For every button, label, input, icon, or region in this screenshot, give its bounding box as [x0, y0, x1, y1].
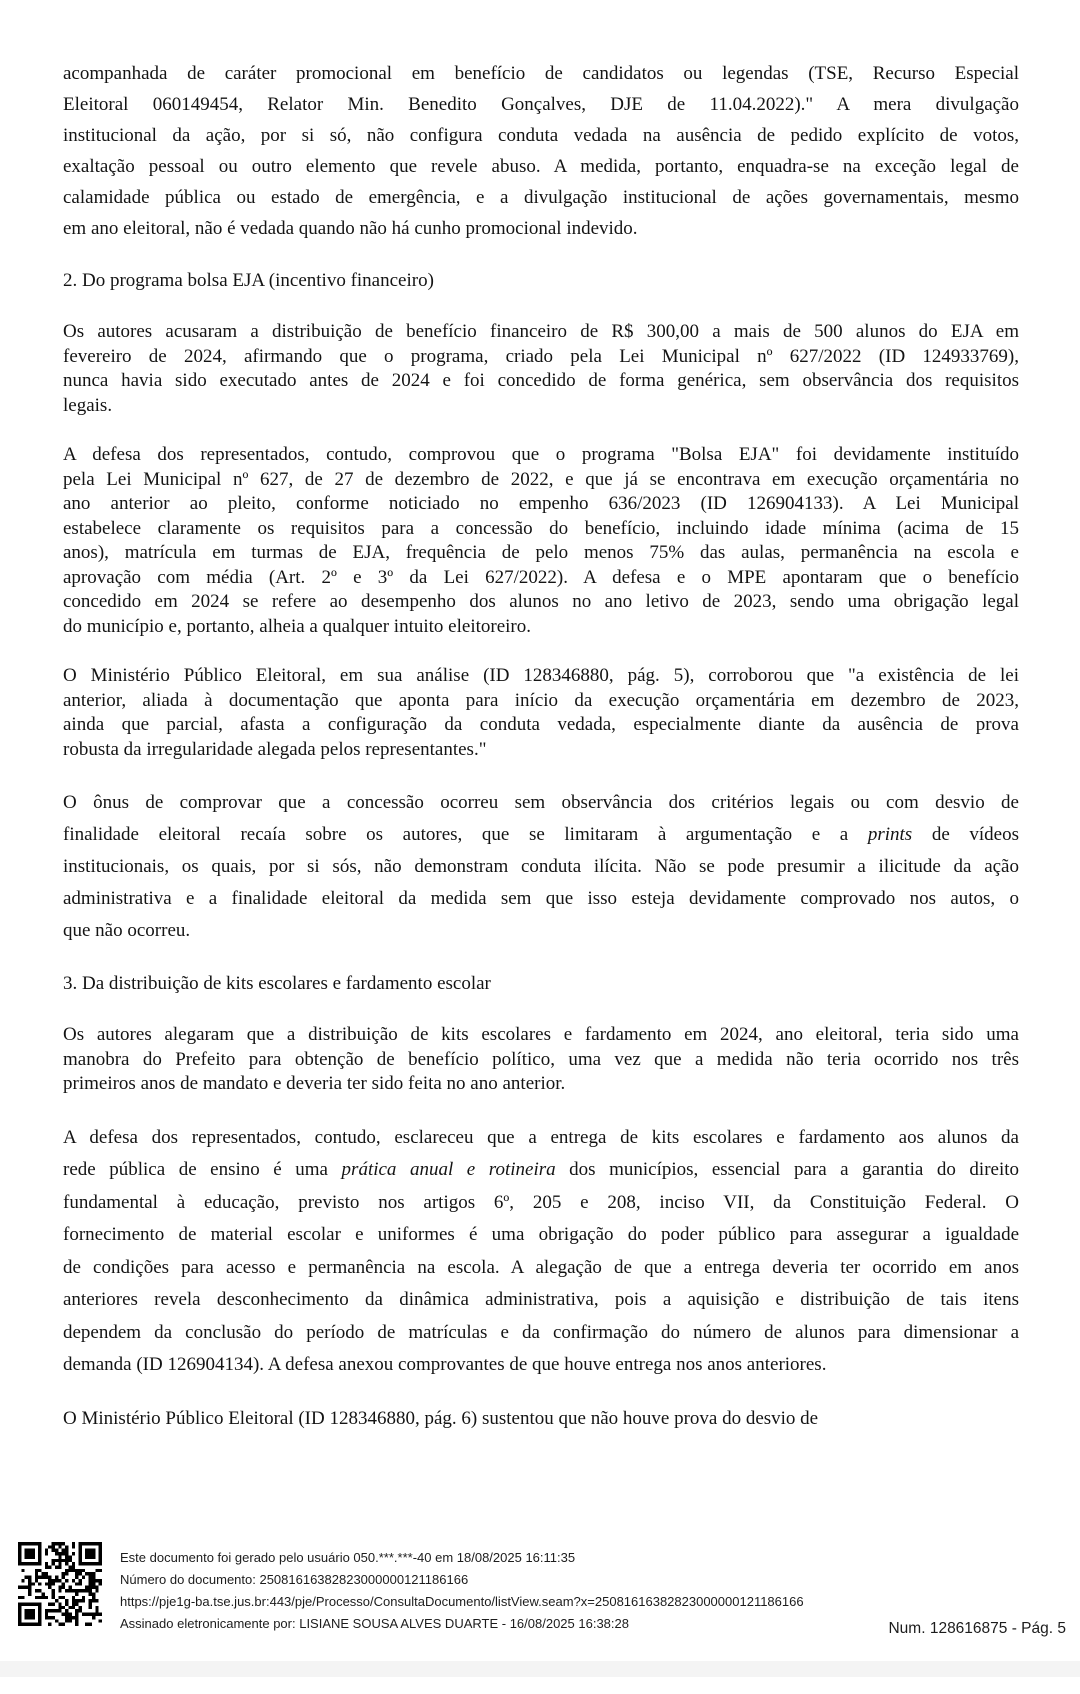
- text-line: acompanhada de caráter promocional em benefício de candidatos ou legendas (TSE, Recurso Especial: [63, 63, 1019, 84]
- text-line: rede pública de ensino é uma prática anual e rotineira dos municípios, essencial para a garantia do direito: [63, 1159, 1020, 1180]
- page-number-label: Num. 128616875 - Pág. 5: [888, 1620, 1066, 1637]
- text-line: institucional da ação, por si só, não configura conduta vedada na ausência de pedido explícito de votos,: [63, 125, 1019, 146]
- text-line: exaltação pessoal ou outro elemento que revele abuso. A medida, portanto, enquadra-se na exceção legal de: [63, 156, 1019, 177]
- page-break-divider: [0, 1661, 1080, 1677]
- text-line: O Ministério Público Eleitoral (ID 128346880, pág. 6) sustentou que não houve prova do desvio de: [63, 1407, 819, 1429]
- footer-generated-by: Este documento foi gerado pelo usuário 050.***.***-40 em 18/08/2025 16:11:35: [120, 1550, 576, 1565]
- text-line: ainda que parcial, afasta a configuração da conduta vedada, especialmente diante da ausência de prova: [63, 714, 1019, 735]
- text-line: que não ocorreu.: [63, 920, 191, 941]
- text-line: robusta da irregularidade alegada pelos representantes.": [63, 738, 487, 760]
- text-line: do município e, portanto, alheia a qualquer intuito eleitoreiro.: [63, 615, 531, 637]
- section-heading-2: 2. Do programa bolsa EJA (incentivo financeiro): [63, 270, 434, 291]
- text-line: em ano eleitoral, não é vedada quando não há cunho promocional indevido.: [63, 218, 638, 239]
- section-heading-3: 3. Da distribuição de kits escolares e fardamento escolar: [63, 973, 491, 994]
- paragraph: [63, 664, 1019, 762]
- paragraph: [63, 787, 1019, 947]
- text-line: primeiros anos de mandato e deveria ter sido feita no ano anterior.: [63, 1073, 566, 1094]
- document-footer: [120, 1547, 804, 1635]
- text-line: concedido em 2024 se refere ao desempenho dos alunos no ano letivo de 2023, sendo uma obrigação legal: [63, 591, 1019, 612]
- text-line: aprovação com média (Art. 2º e 3º da Lei 627/2022). A defesa e o MPE apontaram que o benefício: [63, 566, 1019, 588]
- text-line: institucionais, os quais, por si sós, não demonstram conduta ilícita. Não se pode presumir a ilicitude da ação: [63, 856, 1019, 877]
- text-line: estabelece claramente os requisitos para a concessão do benefício, incluindo idade mínima (acima de 15: [63, 517, 1019, 539]
- paragraph: [63, 320, 1019, 418]
- text-line: finalidade eleitoral recaía sobre os autores, que se limitaram à argumentação e a prints de vídeos: [63, 824, 1019, 845]
- paragraph: [63, 1122, 1019, 1382]
- text-line: demanda (ID 126904134). A defesa anexou comprovantes de que houve entrega nos anos anteriores.: [63, 1354, 827, 1375]
- qr-code-icon: [18, 1542, 102, 1626]
- text-line: de condições para acesso e permanência na escola. A alegação de que a entrega deveria ter ocorrido em anos: [63, 1256, 1019, 1278]
- text-line: administrativa e a finalidade eleitoral da medida sem que isso esteja devidamente comprovado nos autos, o: [63, 888, 1019, 909]
- text-line: pela Lei Municipal nº 627, de 27 de dezembro de 2022, e que já se encontrava em execução orçamentária no: [63, 468, 1019, 490]
- text-line: fevereiro de 2024, afirmando que o programa, criado pela Lei Municipal nº 627/2022 (ID 124933769),: [63, 345, 1019, 367]
- text-line: anteriores revela desconhecimento da dinâmica administrativa, pois a aquisição e distribuição de tais itens: [63, 1289, 1019, 1310]
- footer-consult-url: https://pje1g-ba.tse.jus.br:443/pje/Processo/ConsultaDocumento/listView.seam?x=25081616382823000000121186166: [120, 1594, 804, 1609]
- paragraph: [63, 58, 1019, 244]
- text-line: O ônus de comprovar que a concessão ocorreu sem observância dos critérios legais ou com desvio de: [63, 792, 1019, 813]
- paragraph: [63, 1407, 1019, 1432]
- text-line: fundamental à educação, previsto nos artigos 6º, 205 e 208, inciso VII, da Constituição Federal. O: [63, 1191, 1019, 1213]
- text-line: O Ministério Público Eleitoral, em sua análise (ID 128346880, pág. 5), corroborou que "a existência de lei: [63, 665, 1019, 686]
- footer-document-number: Número do documento: 25081616382823000000121186166: [120, 1572, 469, 1587]
- text-line: Os autores alegaram que a distribuição de kits escolares e fardamento em 2024, ano eleitoral, teria sido uma: [63, 1024, 1019, 1045]
- text-line: calamidade pública ou estado de emergência, e a divulgação institucional de ações governamentais, mesmo: [63, 187, 1019, 208]
- text-line: A defesa dos representados, contudo, esclareceu que a entrega de kits escolares e fardamento aos alunos da: [63, 1126, 1019, 1148]
- text-line: ano anterior ao pleito, conforme noticiado no empenho 636/2023 (ID 126904133). A Lei Municipal: [63, 493, 1019, 514]
- text-line: manobra do Prefeito para obtenção de benefício político, uma vez que a medida não teria ocorrido nos três: [63, 1048, 1019, 1070]
- text-line: fornecimento de material escolar e uniformes é uma obrigação do poder público para assegurar a igualdade: [63, 1224, 1019, 1245]
- text-line: anos), matrícula em turmas de EJA, frequência de pelo menos 75% das aulas, permanência na escola e: [63, 542, 1019, 563]
- text-line: dependem da conclusão do período de matrículas e da confirmação do número de alunos para dimensionar a: [63, 1321, 1019, 1343]
- text-line: anterior, aliada à documentação que aponta para início da execução orçamentária em dezembro de 2023,: [63, 689, 1019, 711]
- paragraph: [63, 443, 1019, 639]
- text-line: A defesa dos representados, contudo, comprovou que o programa "Bolsa EJA" foi devidamente instituído: [63, 444, 1019, 465]
- text-line: nunca havia sido executado antes de 2024 e foi concedido de forma genérica, sem observância dos requisitos: [63, 370, 1019, 391]
- paragraph: [63, 1023, 1019, 1097]
- footer-signed-by: Assinado eletronicamente por: LISIANE SOUSA ALVES DUARTE - 16/08/2025 16:38:28: [120, 1616, 629, 1631]
- text-line: Os autores acusaram a distribuição de benefício financeiro de R$ 300,00 a mais de 500 alunos do EJA em: [63, 321, 1019, 342]
- document-body: [63, 58, 1019, 1456]
- text-line: Eleitoral 060149454, Relator Min. Benedito Gonçalves, DJE de 11.04.2022)." A mera divulgação: [63, 94, 1019, 115]
- text-line: legais.: [63, 394, 113, 416]
